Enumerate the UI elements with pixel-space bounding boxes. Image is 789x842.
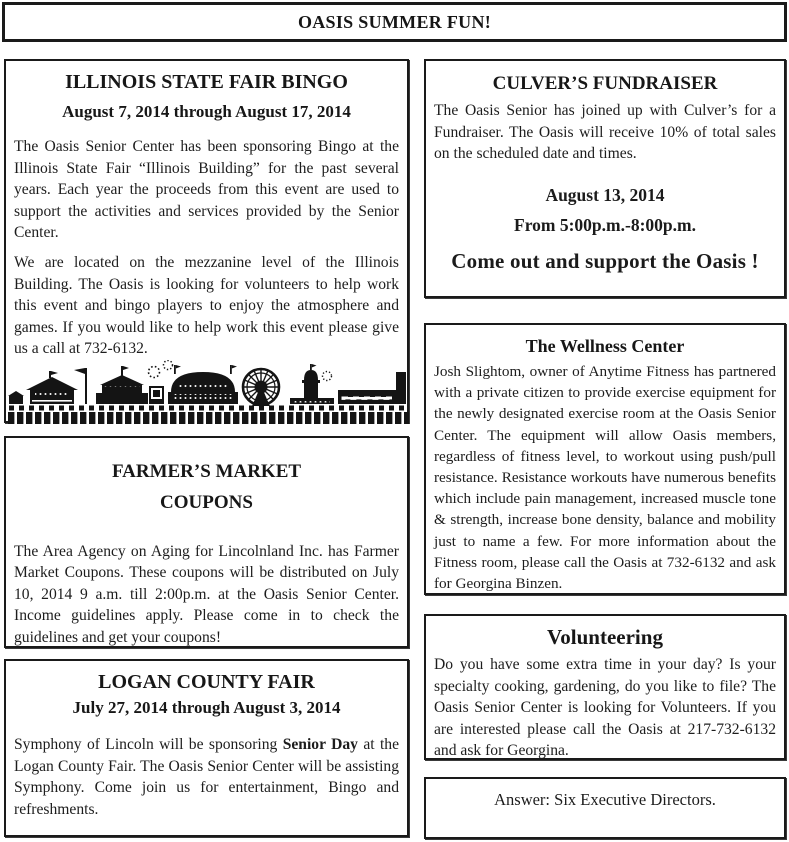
article-paragraph: Josh Slightom, owner of Anytime Fitness has partnered with a private citizen to provide exercise equipment for the newly designated exercise room at the Oasis Senior Center. The equipment will allow Oasis members, regardless of fitness level, to workout using push/pull resistance. Resistance workouts have numerous benefits which include pain management, increased muscle tone & strength, increase bone density, balance and mobility just to name a few. For more information about the Fitness room, please call the Oasis at 732-6132 and ask for Georgina Binzen. [434,363,776,593]
article-illinois-state-fair-bingo [4,59,409,423]
fairgrounds-skyline-illustration [8,360,405,429]
article-paragraph: The Oasis Senior Center has been sponsoring Bingo at the Illinois State Fair “Illinois Building” for the past several years. Each year the proceeds from this event are used to support the activities and services provided by the Senior Center. [14,138,399,242]
article-farmers-market-coupons [4,436,409,648]
paragraph-text: at the Logan County Fair. The Oasis Senior Center will be assisting Symphony. Come join us for entertainment, Bingo and refreshments. [14,736,400,818]
article-culvers-fundraiser [424,59,786,298]
title-line-2: COUPONS [160,492,253,514]
article-title: ILLINOIS STATE FAIR BINGO [65,71,348,93]
event-time: From 5:00p.m.-8:00p.m. [514,214,696,235]
title-line-1: FARMER’S MARKET [111,461,302,482]
article-wellness-center [424,323,786,595]
article-logan-county-fair [4,659,409,837]
event-date: August 13, 2014 [545,184,665,205]
two-column-layout [4,59,786,839]
paragraph-text: Symphony of Lincoln will be sponsoring [14,736,283,753]
article-paragraph [14,734,399,820]
article-paragraph: The Oasis Senior has joined up with Culver’s for a Fundraiser. The Oasis will receive 10% of total sales on the scheduled date and times. [434,102,776,163]
page-title: OASIS SUMMER FUN! [297,11,492,32]
right-column [424,59,786,839]
article-volunteering [424,614,786,760]
article-title: LOGAN COUNTY FAIR [98,671,315,693]
article-date: August 7, 2014 through August 17, 2014 [62,102,351,121]
article-title: CULVER’S FUNDRAISER [492,73,718,94]
article-paragraph: We are located on the mezzanine level of the Illinois Building. The Oasis is looking for volunteers to help work this event and bingo players to enjoy the atmosphere and games. If you would like to help work this event please give us a call at 732-6132. [14,253,399,358]
article-paragraph: Do you have some extra time in your day? Is your specialty cooking, gardening, do you like to file? The Oasis Senior Center is looking for Volunteers. If you are interested please call the Oasis at 217-732-6132 and ask for Georgina. [434,656,776,760]
left-column [4,59,409,837]
newsletter-banner [2,2,787,42]
senior-day-emphasis: Senior Day [282,736,358,753]
trivia-answer-text: Answer: Six Executive Directors. [494,790,716,809]
trivia-answer-box [424,777,786,839]
article-title: Volunteering [547,625,663,649]
article-date: July 27, 2014 through August 3, 2014 [72,698,341,717]
article-paragraph: The Area Agency on Aging for Lincolnland Inc. has Farmer Market Coupons. These coupons will be distributed on July 10, 2014 9 a.m. till 2:00p.m. at the Oasis Senior Center. Income guidelines apply. Please come in to check the guidelines and get your coupons! [14,542,399,647]
article-title [14,456,399,519]
call-to-action: Come out and support the Oasis ! [451,249,759,273]
article-title: The Wellness Center [525,336,685,356]
